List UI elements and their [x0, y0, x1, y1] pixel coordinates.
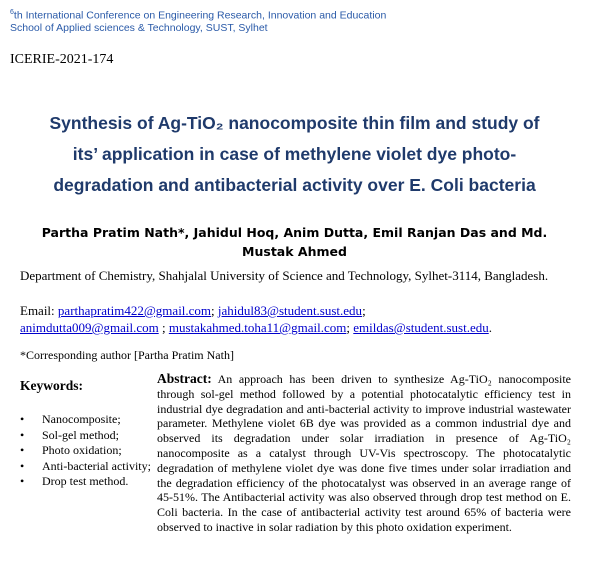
email-link-das[interactable]: emildas@student.sust.edu	[353, 320, 489, 335]
keyword-item	[20, 474, 155, 490]
affiliation: Department of Chemistry, Shahjalal University of Science and Technology, Sylhet-3114, Bangladesh.	[20, 268, 549, 283]
keyword-item	[20, 428, 155, 444]
bullet-icon: •	[20, 427, 25, 442]
keyword-text: Drop test method.	[42, 474, 129, 488]
email-separator: ;	[158, 320, 169, 335]
keyword-item	[20, 412, 155, 428]
email-link-hoq[interactable]: jahidul83@student.sust.edu	[217, 303, 363, 318]
abstract	[157, 372, 571, 535]
conference-edition-sup: 6	[10, 9, 14, 16]
keyword-text: Sol-gel method;	[42, 427, 119, 442]
title-line-2: its’ application in case of methylene violet dye photo-	[72, 144, 517, 164]
keyword-text: Nanocomposite;	[42, 412, 121, 426]
keyword-list	[20, 412, 155, 490]
conference-header	[10, 7, 386, 34]
email-label: Email:	[20, 303, 58, 318]
conference-school: School of Applied sciences & Technology, SUST, Sylhet	[10, 21, 268, 34]
corresponding-author-note: *Corresponding author [Partha Pratim Nath]	[20, 348, 234, 362]
keywords-heading: Keywords:	[20, 378, 83, 393]
bullet-icon: •	[20, 458, 25, 473]
title-line-1: Synthesis of Ag-TiO₂ nanocomposite thin film and study of	[49, 113, 540, 133]
bullet-icon: •	[20, 443, 25, 457]
title-line-3: degradation and antibacterial activity over E. Coli bacteria	[53, 175, 536, 195]
bullet-icon: •	[20, 474, 25, 488]
email-link-dutta[interactable]: animdutta009@gmail.com	[20, 320, 159, 335]
email-block	[20, 302, 580, 336]
email-separator: .	[488, 320, 492, 335]
paper-id: ICERIE-2021-174	[10, 52, 114, 67]
abstract-heading: Abstract:	[157, 371, 212, 386]
keyword-text: Photo oxidation;	[42, 443, 122, 457]
email-link-ahmed[interactable]: mustakahmed.toha11@gmail.com	[168, 320, 347, 335]
conference-name-text: th International Conference on Engineering Research, Innovation and Education	[13, 9, 387, 22]
author-list: Partha Pratim Nath*, Jahidul Hoq, Anim Dutta, Emil Ranjan Das and Md. Mustak Ahmed	[41, 225, 548, 259]
abstract-text: An approach has been driven to synthesize Ag-TiO₂ nanocomposite through sol-gel method followed by a potential photocatalytic efficiency test in industrial dye degradation and anti-bacterial activity to improve industrial wastewater parameter. Methylene violet 6B dye was provided as a common industrial dye and observed its degradation under solar irradiation in presence of Ag-TiO₂ nanocomposite as a catalyst through UV-Vis spectroscopy. The photocatalytic degradation of methylene violet dye was done five times under solar irradiation and the degradation efficiency of the photocatalyst was observed in an average range of 45-51%. The Antibacterial activity was also observed through drop test method on E. Coli bacteria. In the case of antibacterial activity test around 65% of bacteria were observed to inactive in solar radiation by this photo oxidation experiment.	[157, 372, 571, 534]
bullet-icon: •	[20, 412, 25, 426]
email-separator: ;	[346, 320, 354, 335]
conference-name	[10, 7, 386, 22]
email-separator: ;	[211, 303, 218, 318]
keyword-text: Anti-bacterial activity;	[42, 458, 151, 473]
keyword-item	[20, 443, 155, 459]
email-separator: ;	[362, 303, 366, 318]
paper-title	[20, 108, 569, 201]
email-link-nath[interactable]: parthapratim422@gmail.com	[57, 303, 212, 318]
keyword-item	[20, 459, 155, 475]
